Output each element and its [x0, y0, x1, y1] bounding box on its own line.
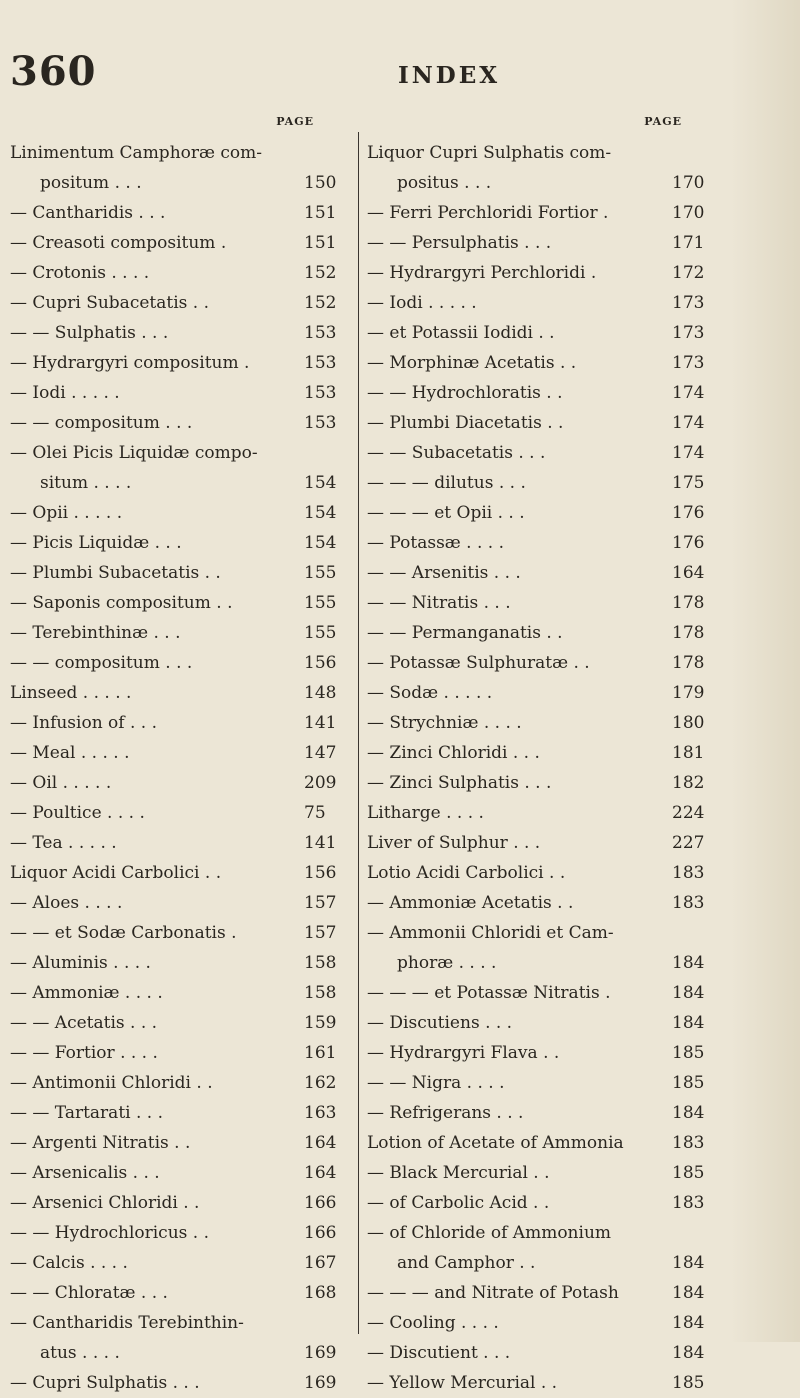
entry-page: 174: [672, 413, 705, 433]
index-entry: [10, 588, 350, 618]
entry-page: 161: [304, 1043, 337, 1063]
entry-page: 166: [304, 1223, 337, 1243]
entry-text: — Tea . . . . .: [10, 833, 117, 853]
entry-page: 154: [304, 533, 337, 553]
entry-text: — Iodi . . . . .: [10, 383, 120, 403]
index-entry: [10, 1218, 350, 1248]
index-entry: [367, 1158, 718, 1188]
index-column-left: [10, 108, 350, 1398]
entry-page: 173: [672, 293, 705, 313]
entry-page: 141: [304, 833, 337, 853]
index-entry: [367, 768, 718, 798]
entry-page: 148: [304, 683, 337, 703]
entry-text: — Cooling . . . .: [367, 1313, 499, 1333]
entry-page: 227: [672, 833, 705, 853]
entry-text: — Hydrargyri Perchloridi .: [367, 263, 597, 283]
entry-page: 173: [672, 323, 705, 343]
index-entry: [367, 1128, 718, 1158]
running-title: INDEX: [398, 62, 501, 89]
entry-text: Lotio Acidi Carbolici . .: [367, 863, 566, 883]
entry-text: — Crotonis . . . .: [10, 263, 150, 283]
entry-text: — — Arsenitis . . .: [367, 563, 521, 583]
entry-page: 184: [672, 1253, 705, 1273]
entry-page: 180: [672, 713, 705, 733]
entry-text: — — — et Potassæ Nitratis .: [367, 983, 611, 1003]
entry-page: 174: [672, 383, 705, 403]
entry-text: — Opii . . . . .: [10, 503, 123, 523]
column-divider: [358, 132, 359, 1334]
index-entry: [10, 498, 350, 528]
entry-page: 171: [672, 233, 705, 253]
entry-page: 174: [672, 443, 705, 463]
entry-text: — Black Mercurial . .: [367, 1163, 550, 1183]
entry-page: 141: [304, 713, 337, 733]
entry-text: — of Chloride of Ammonium: [367, 1223, 612, 1243]
entry-page: 167: [304, 1253, 337, 1273]
index-entry: [10, 768, 350, 798]
entry-page: 185: [672, 1163, 705, 1183]
entry-text: — Ammoniæ Acetatis . .: [367, 893, 574, 913]
index-entry: [10, 1188, 350, 1218]
entry-text: — Zinci Sulphatis . . .: [367, 773, 552, 793]
index-entry: [367, 228, 718, 258]
index-entry: [10, 1158, 350, 1188]
entry-text: positum . . .: [40, 173, 142, 193]
entry-text: — Arsenicalis . . .: [10, 1163, 160, 1183]
entry-page: 153: [304, 323, 337, 343]
page-label: PAGE: [644, 115, 682, 128]
entry-text: Litharge . . . .: [367, 803, 484, 823]
index-entry: [367, 618, 718, 648]
index-entry: [10, 198, 350, 228]
index-entry: [367, 1008, 718, 1038]
entry-text: — Saponis compositum . .: [10, 593, 233, 613]
entry-text: — — Acetatis . . .: [10, 1013, 158, 1033]
entry-text: — — Hydrochloratis . .: [367, 383, 563, 403]
entry-page: 179: [672, 683, 705, 703]
index-entry: [367, 438, 718, 468]
index-entry: [10, 1308, 350, 1338]
entry-page: 169: [304, 1343, 337, 1363]
entry-page: 172: [672, 263, 705, 283]
entry-text: — Aluminis . . . .: [10, 953, 151, 973]
entry-page: 151: [304, 233, 337, 253]
entry-page: 170: [672, 173, 705, 193]
entry-text: — et Potassii Iodidi . .: [367, 323, 555, 343]
page-edge-shadow: [730, 0, 800, 1342]
index-entry: [367, 978, 718, 1008]
entry-page: 224: [672, 803, 705, 823]
entry-text: — Morphinæ Acetatis . .: [367, 353, 577, 373]
entry-text: — Hydrargyri compositum .: [10, 353, 250, 373]
entry-page: 157: [304, 893, 337, 913]
index-entry: [367, 918, 718, 948]
index-entry: [10, 318, 350, 348]
index-entry: [10, 618, 350, 648]
entry-text: — Hydrargyri Flava . .: [367, 1043, 560, 1063]
index-entry: [10, 1248, 350, 1278]
entry-page: 155: [304, 563, 337, 583]
entry-page: 185: [672, 1373, 705, 1393]
index-entry: [367, 1248, 718, 1278]
entry-page: 153: [304, 383, 337, 403]
entry-text: Lotion of Acetate of Ammonia: [367, 1133, 624, 1153]
entry-text: — — Fortior . . . .: [10, 1043, 158, 1063]
entry-text: — Arsenici Chloridi . .: [10, 1193, 200, 1213]
page-label: PAGE: [276, 115, 314, 128]
entry-page: 181: [672, 743, 705, 763]
index-entry: [10, 828, 350, 858]
index-entry: [10, 258, 350, 288]
entry-page: 178: [672, 653, 705, 673]
entry-page: 158: [304, 983, 337, 1003]
index-entry: [10, 888, 350, 918]
index-entry: [10, 858, 350, 888]
entry-page: 151: [304, 203, 337, 223]
entry-text: — — Nigra . . . .: [367, 1073, 505, 1093]
entry-page: 184: [672, 1013, 705, 1033]
entry-text: — Argenti Nitratis . .: [10, 1133, 191, 1153]
index-entry: [10, 438, 350, 468]
entry-page: 176: [672, 503, 705, 523]
index-entry: [10, 918, 350, 948]
entry-text: Linseed . . . . .: [10, 683, 132, 703]
index-entry: [10, 1128, 350, 1158]
entry-page: 184: [672, 1343, 705, 1363]
entry-text: — Plumbi Subacetatis . .: [10, 563, 221, 583]
index-entry: [367, 318, 718, 348]
entry-text: — — Sulphatis . . .: [10, 323, 169, 343]
entry-page: 175: [672, 473, 705, 493]
index-entry: [367, 948, 718, 978]
entry-text: — Iodi . . . . .: [367, 293, 477, 313]
entry-page: 185: [672, 1073, 705, 1093]
entry-text: — — Chloratæ . . .: [10, 1283, 168, 1303]
entry-text: — Potassæ . . . .: [367, 533, 505, 553]
index-entry: [10, 1278, 350, 1308]
index-entry: [367, 1338, 718, 1368]
entry-text: — Potassæ Sulphuratæ . .: [367, 653, 590, 673]
entry-text: — — et Sodæ Carbonatis .: [10, 923, 237, 943]
entry-text: — Strychniæ . . . .: [367, 713, 522, 733]
index-entry: [367, 558, 718, 588]
index-entry: [10, 1368, 350, 1398]
entry-page: 183: [672, 863, 705, 883]
index-entry: [10, 738, 350, 768]
entry-page: 184: [672, 983, 705, 1003]
index-entry: [10, 408, 350, 438]
entry-page: 147: [304, 743, 337, 763]
entry-page: 184: [672, 1313, 705, 1333]
index-entry: [10, 348, 350, 378]
index-entry: [367, 258, 718, 288]
entry-text: — — Permanganatis . .: [367, 623, 563, 643]
entry-text: — — — et Opii . . .: [367, 503, 525, 523]
entry-page: 183: [672, 893, 705, 913]
entry-page: 153: [304, 413, 337, 433]
entry-text: — Yellow Mercurial . .: [367, 1373, 558, 1393]
entry-text: — Discutiens . . .: [367, 1013, 513, 1033]
entry-page: 152: [304, 263, 337, 283]
entry-text: — Aloes . . . .: [10, 893, 123, 913]
entry-page: 166: [304, 1193, 337, 1213]
entry-text: — — Nitratis . . .: [367, 593, 511, 613]
index-entry: [367, 468, 718, 498]
entry-text: — Oil . . . . .: [10, 773, 112, 793]
index-entry: [10, 948, 350, 978]
entry-list: [10, 138, 350, 1398]
entry-text: — Picis Liquidæ . . .: [10, 533, 182, 553]
index-entry: [10, 288, 350, 318]
entry-text: situm . . . .: [40, 473, 132, 493]
entry-text: — Zinci Chloridi . . .: [367, 743, 540, 763]
entry-page: 157: [304, 923, 337, 943]
index-entry: [10, 228, 350, 258]
index-entry: [367, 1368, 718, 1398]
entry-page: 163: [304, 1103, 337, 1123]
entry-text: — of Carbolic Acid . .: [367, 1193, 550, 1213]
index-entry: [10, 648, 350, 678]
entry-page: 150: [304, 173, 337, 193]
entry-page: 176: [672, 533, 705, 553]
index-column-right: [367, 108, 718, 1398]
entry-text: — — Tartarati . . .: [10, 1103, 164, 1123]
entry-text: — Antimonii Chloridi . .: [10, 1073, 213, 1093]
entry-page: 155: [304, 593, 337, 613]
entry-text: — Creasoti compositum .: [10, 233, 227, 253]
index-entry: [367, 1098, 718, 1128]
index-entry: [10, 1008, 350, 1038]
index-entry: [367, 1068, 718, 1098]
index-entry: [10, 138, 350, 168]
entry-page: 169: [304, 1373, 337, 1393]
entry-page: 75: [304, 803, 326, 823]
entry-text: — — — dilutus . . .: [367, 473, 526, 493]
entry-text: and Camphor . .: [397, 1253, 536, 1273]
entry-text: — Olei Picis Liquidæ compo-: [10, 443, 258, 463]
entry-text: — — Subacetatis . . .: [367, 443, 546, 463]
entry-text: Liquor Acidi Carbolici . .: [10, 863, 222, 883]
entry-text: Liquor Cupri Sulphatis com-: [367, 143, 612, 163]
index-entry: [367, 858, 718, 888]
index-entry: [367, 648, 718, 678]
index-entry: [10, 378, 350, 408]
entry-page: 184: [672, 953, 705, 973]
entry-page: 178: [672, 623, 705, 643]
entry-text: Liver of Sulphur . . .: [367, 833, 541, 853]
entry-text: — Infusion of . . .: [10, 713, 158, 733]
index-entry: [10, 978, 350, 1008]
entry-text: — Cantharidis . . .: [10, 203, 166, 223]
index-entry: [367, 1218, 718, 1248]
index-entry: [10, 798, 350, 828]
index-entry: [10, 708, 350, 738]
index-entry: [367, 138, 718, 168]
entry-text: — — compositum . . .: [10, 653, 193, 673]
index-entry: [367, 168, 718, 198]
entry-page: 154: [304, 473, 337, 493]
entry-text: — Refrigerans . . .: [367, 1103, 524, 1123]
index-entry: [10, 168, 350, 198]
entry-page: 162: [304, 1073, 337, 1093]
entry-text: Linimentum Camphoræ com-: [10, 143, 263, 163]
index-entry: [367, 528, 718, 558]
entry-text: — Plumbi Diacetatis . .: [367, 413, 564, 433]
column-header: [10, 108, 350, 138]
index-entry: [367, 198, 718, 228]
index-entry: [10, 468, 350, 498]
index-entry: [367, 378, 718, 408]
entry-page: 183: [672, 1133, 705, 1153]
entry-page: 183: [672, 1193, 705, 1213]
index-entry: [367, 588, 718, 618]
entry-page: 158: [304, 953, 337, 973]
entry-page: 182: [672, 773, 705, 793]
entry-page: 156: [304, 863, 337, 883]
entry-text: — Calcis . . . .: [10, 1253, 128, 1273]
index-entry: [367, 738, 718, 768]
entry-text: — — — and Nitrate of Potash: [367, 1283, 619, 1303]
index-entry: [367, 408, 718, 438]
index-entry: [367, 678, 718, 708]
entry-page: 209: [304, 773, 337, 793]
index-entry: [367, 1038, 718, 1068]
entry-text: — Cantharidis Terebinthin-: [10, 1313, 244, 1333]
index-entry: [367, 1278, 718, 1308]
entry-page: 152: [304, 293, 337, 313]
entry-text: — Meal . . . . .: [10, 743, 130, 763]
entry-text: — Discutient . . .: [367, 1343, 511, 1363]
entry-page: 155: [304, 623, 337, 643]
column-header: [367, 108, 718, 138]
entry-page: 178: [672, 593, 705, 613]
entry-text: — Ammonii Chloridi et Cam-: [367, 923, 614, 943]
entry-text: phoræ . . . .: [397, 953, 497, 973]
index-entry: [367, 888, 718, 918]
entry-text: — Sodæ . . . . .: [367, 683, 493, 703]
entry-text: positus . . .: [397, 173, 492, 193]
entry-page: 156: [304, 653, 337, 673]
entry-page: 173: [672, 353, 705, 373]
entry-page: 164: [304, 1163, 337, 1183]
entry-text: atus . . . .: [40, 1343, 120, 1363]
entry-page: 170: [672, 203, 705, 223]
entry-page: 164: [304, 1133, 337, 1153]
index-entry: [10, 1338, 350, 1368]
index-entry: [10, 678, 350, 708]
entry-page: 153: [304, 353, 337, 373]
index-entry: [367, 798, 718, 828]
index-entry: [367, 348, 718, 378]
index-entry: [10, 528, 350, 558]
entry-page: 184: [672, 1103, 705, 1123]
index-entry: [10, 1038, 350, 1068]
entry-text: — — compositum . . .: [10, 413, 193, 433]
entry-text: — Ammoniæ . . . .: [10, 983, 163, 1003]
entry-page: 154: [304, 503, 337, 523]
entry-text: — Cupri Sulphatis . . .: [10, 1373, 200, 1393]
entry-list: [367, 138, 718, 1398]
index-entry: [367, 1308, 718, 1338]
entry-text: — Ferri Perchloridi Fortior .: [367, 203, 609, 223]
entry-text: — Poultice . . . .: [10, 803, 145, 823]
index-entry: [367, 288, 718, 318]
index-entry: [367, 828, 718, 858]
entry-page: 164: [672, 563, 705, 583]
index-entry: [367, 498, 718, 528]
entry-text: — Terebinthinæ . . .: [10, 623, 181, 643]
index-entry: [367, 708, 718, 738]
entry-page: 168: [304, 1283, 337, 1303]
index-entry: [367, 1188, 718, 1218]
entry-text: — — Hydrochloricus . .: [10, 1223, 209, 1243]
entry-text: — — Persulphatis . . .: [367, 233, 552, 253]
page-number: 360: [10, 48, 97, 95]
entry-text: — Cupri Subacetatis . .: [10, 293, 209, 313]
entry-page: 159: [304, 1013, 337, 1033]
entry-page: 184: [672, 1283, 705, 1303]
index-entry: [10, 1098, 350, 1128]
index-entry: [10, 558, 350, 588]
entry-page: 185: [672, 1043, 705, 1063]
index-entry: [10, 1068, 350, 1098]
